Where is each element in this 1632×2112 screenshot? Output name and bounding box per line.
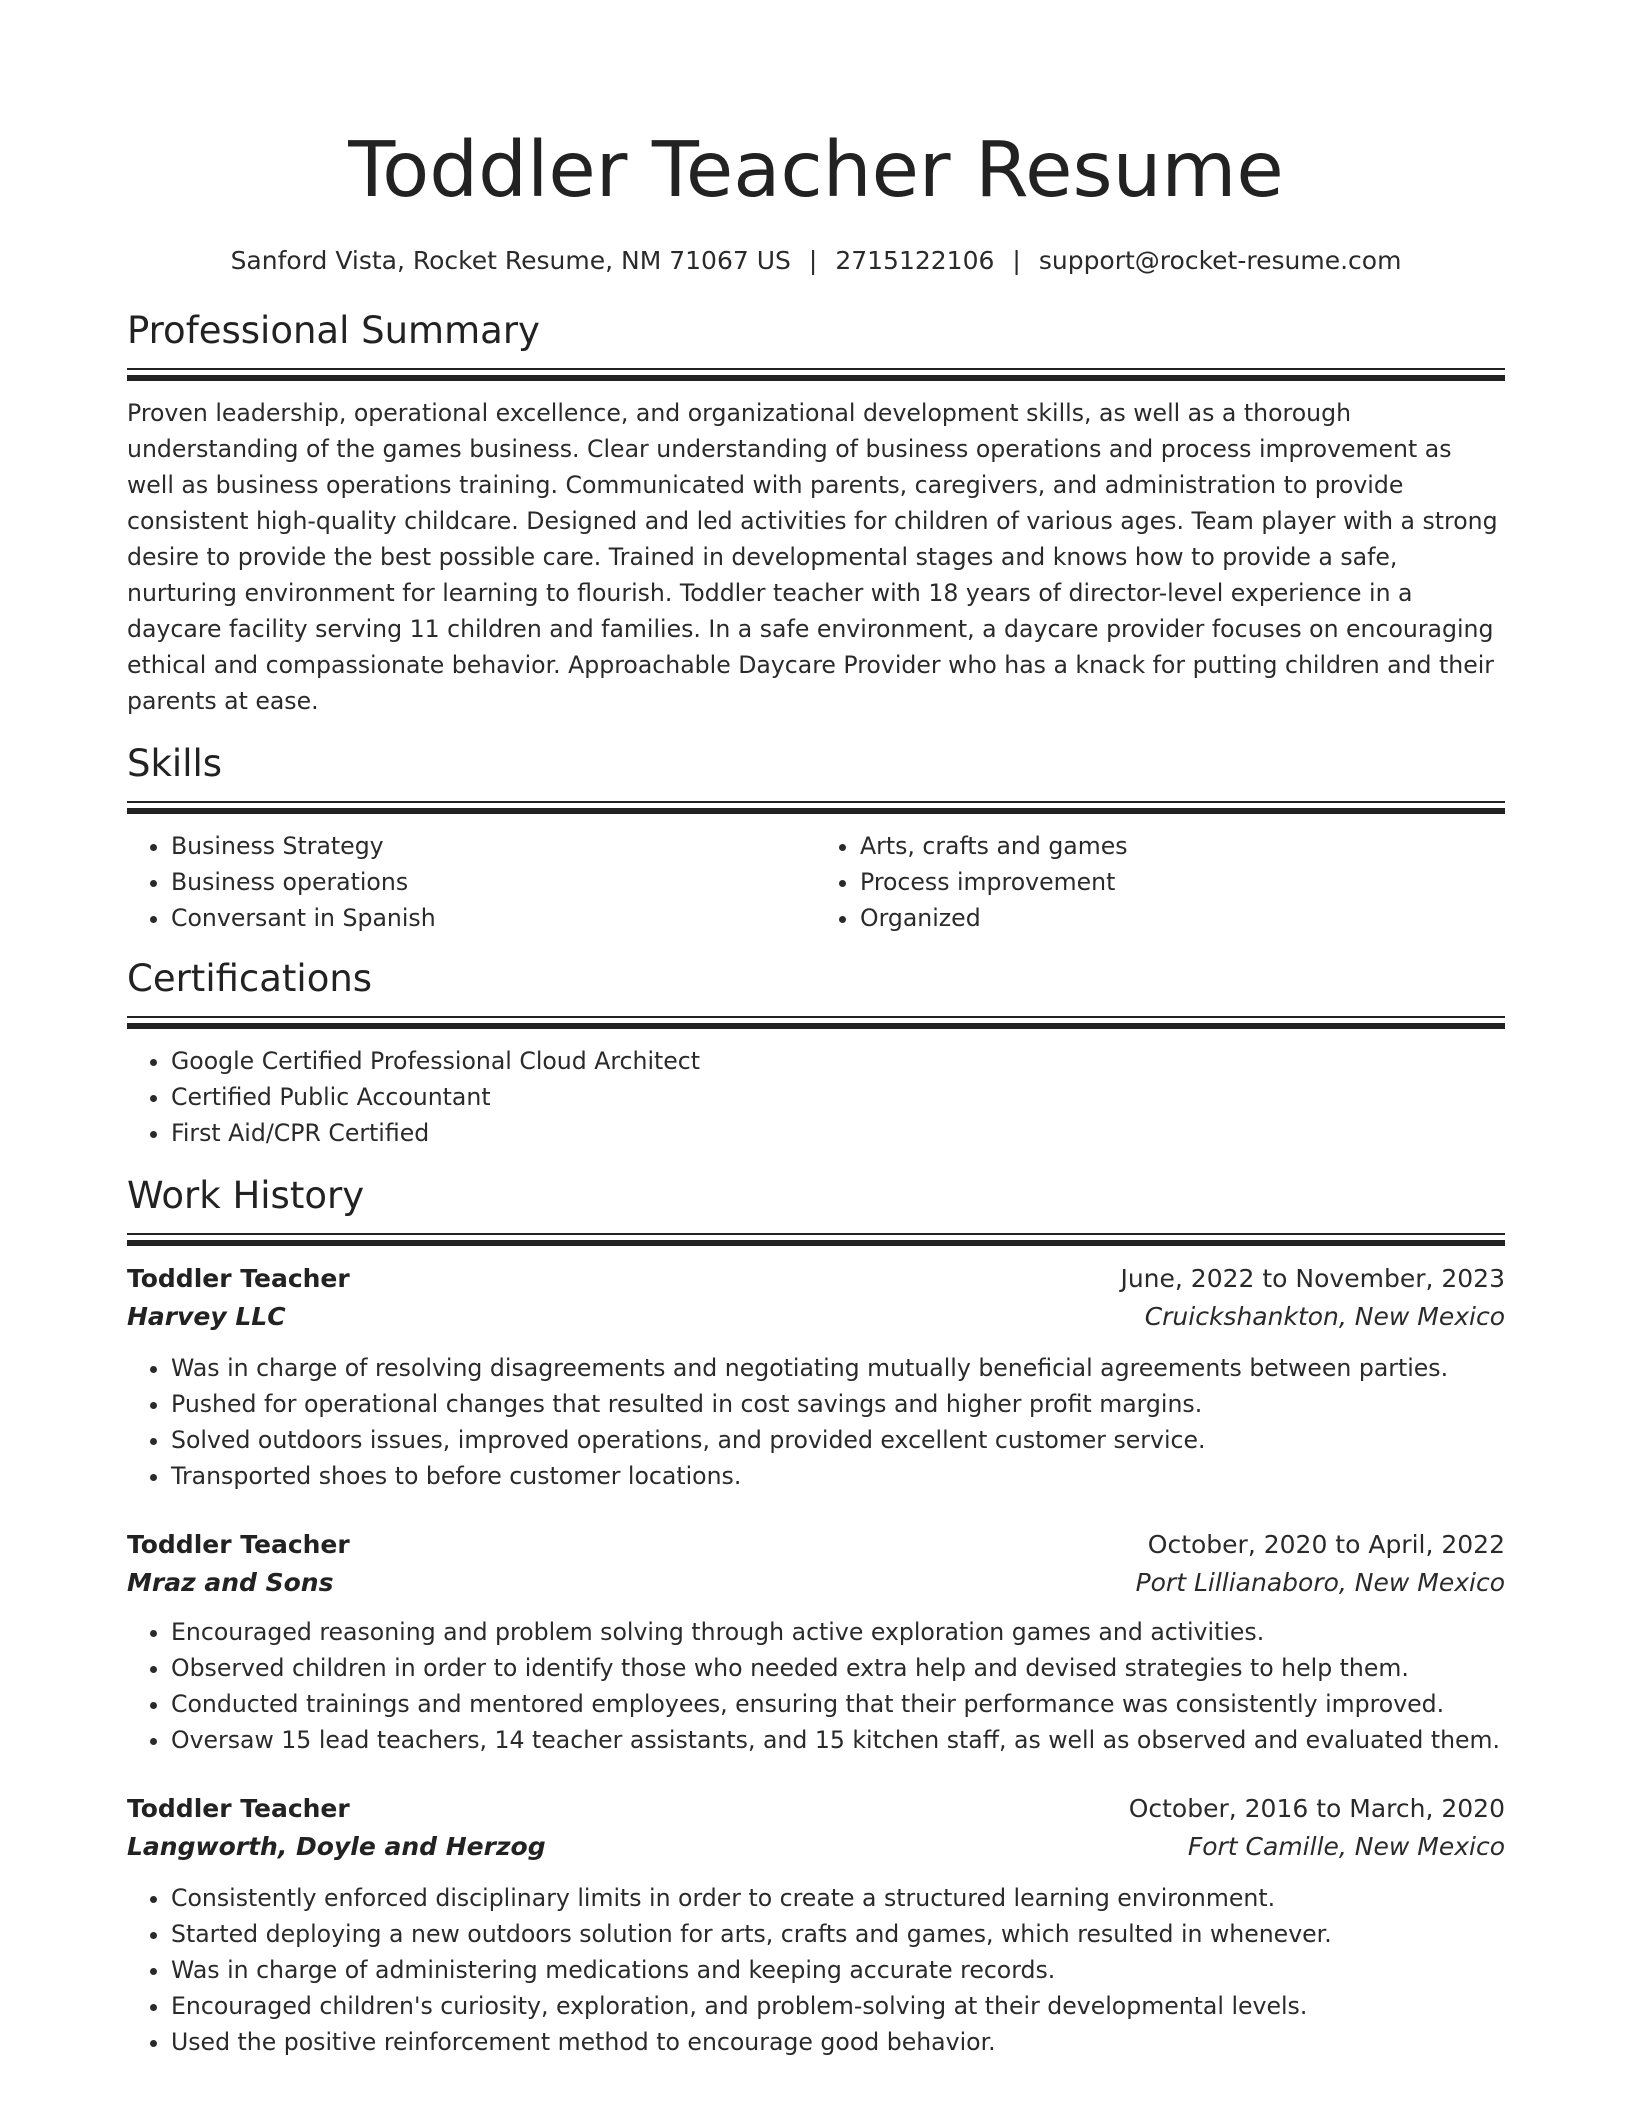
job-subheader (127, 1298, 1505, 1336)
skills-heading: Skills (127, 742, 223, 785)
section-divider (127, 1016, 1505, 1029)
skill-item: • Process improvement (860, 864, 1505, 900)
contact-separator: | (808, 246, 818, 275)
job-bullet: • Encouraged children's curiosity, exploration, and problem-solving at their developmental levels. (171, 1988, 1505, 2024)
contact-email: support@rocket-resume.com (1038, 246, 1402, 275)
job-bullet: • Used the positive reinforcement method to encourage good behavior. (171, 2024, 1505, 2060)
job-title: Toddler Teacher (127, 1530, 350, 1559)
section-divider (127, 1233, 1505, 1246)
job-bullets (127, 1614, 1505, 1758)
skills-list-right (816, 828, 1505, 936)
certifications-list (127, 1043, 1505, 1151)
work-history-section (127, 1171, 1505, 2060)
job-header (127, 1526, 1505, 1564)
job-header (127, 1260, 1505, 1298)
job-bullet: • Solved outdoors issues, improved operations, and provided excellent customer service. (171, 1422, 1505, 1458)
job-subheader (127, 1564, 1505, 1602)
job-bullet: • Conducted trainings and mentored employees, ensuring that their performance was consistently improved. (171, 1686, 1505, 1722)
section-divider (127, 368, 1505, 381)
job-bullet: • Was in charge of administering medications and keeping accurate records. (171, 1952, 1505, 1988)
job-bullets (127, 1880, 1505, 2060)
skill-item: • Organized (860, 900, 1505, 936)
job-bullet: • Oversaw 15 lead teachers, 14 teacher assistants, and 15 kitchen staff, as well as observed and evaluated them. (171, 1722, 1505, 1758)
certification-item: • Certified Public Accountant (171, 1079, 1505, 1115)
job-company: Mraz and Sons (127, 1568, 334, 1597)
skill-item: • Conversant in Spanish (171, 900, 816, 936)
job-company: Harvey LLC (127, 1302, 286, 1331)
summary-section (127, 306, 1505, 719)
job-location: Port Lillianaboro, New Mexico (1135, 1568, 1505, 1597)
skill-item: • Business Strategy (171, 828, 816, 864)
job-bullet: • Was in charge of resolving disagreements and negotiating mutually beneficial agreements between parties. (171, 1350, 1505, 1386)
skill-item: • Arts, crafts and games (860, 828, 1505, 864)
job-bullet: • Pushed for operational changes that resulted in cost savings and higher profit margins. (171, 1386, 1505, 1422)
contact-address: Sanford Vista, Rocket Resume, NM 71067 US (230, 246, 791, 275)
job-title: Toddler Teacher (127, 1794, 350, 1823)
summary-text: Proven leadership, operational excellence, and organizational development skills, as well as a thorough understanding of the games business. Clear understanding of business operations and process improvement as well as business operations training. Communicated with parents, caregivers, and administration to provide consistent high-quality childcare. Designed and led activities for children of various ages. Team player with a strong desire to provide the best possible care. Trained in developmental stages and knows how to provide a safe, nurturing environment for learning to flourish. Toddler teacher with 18 years of director-level experience in a daycare facility serving 11 children and families. In a safe environment, a daycare provider focuses on encouraging ethical and compassionate behavior. Approachable Daycare Provider who has a knack for putting children and their parents at ease. (127, 399, 1498, 715)
skills-column-left (127, 828, 816, 936)
job-bullet: • Started deploying a new outdoors solution for arts, crafts and games, which resulted in whenever. (171, 1916, 1505, 1952)
job-location: Fort Camille, New Mexico (1187, 1832, 1505, 1861)
certifications-section (127, 954, 1505, 1151)
job-bullet: • Observed children in order to identify those who needed extra help and devised strategies to help them. (171, 1650, 1505, 1686)
skills-list-left (127, 828, 816, 936)
certification-item: • Google Certified Professional Cloud Architect (171, 1043, 1505, 1079)
job-dates: June, 2022 to November, 2023 (1120, 1264, 1505, 1293)
resume-title: Toddler Teacher Resume (348, 126, 1284, 215)
job-bullets (127, 1350, 1505, 1494)
certification-item: • First Aid/CPR Certified (171, 1115, 1505, 1151)
job-dates: October, 2016 to March, 2020 (1128, 1794, 1505, 1823)
summary-heading: Professional Summary (127, 309, 540, 352)
job-bullet: • Consistently enforced disciplinary limits in order to create a structured learning environment. (171, 1880, 1505, 1916)
job-title: Toddler Teacher (127, 1264, 350, 1293)
job-entry (127, 1790, 1505, 2060)
job-header (127, 1790, 1505, 1828)
skill-item: • Business operations (171, 864, 816, 900)
contact-phone: 2715122106 (835, 246, 995, 275)
contact-line (127, 244, 1505, 278)
job-location: Cruickshankton, New Mexico (1144, 1302, 1505, 1331)
job-entry (127, 1260, 1505, 1494)
job-dates: October, 2020 to April, 2022 (1147, 1530, 1505, 1559)
certifications-heading: Certifications (127, 957, 373, 1000)
job-entry (127, 1526, 1505, 1758)
skills-column-right (816, 828, 1505, 936)
job-bullet: • Encouraged reasoning and problem solving through active exploration games and activities. (171, 1614, 1505, 1650)
work-history-heading: Work History (127, 1174, 365, 1217)
contact-separator: | (1012, 246, 1021, 275)
section-divider (127, 801, 1505, 814)
job-company: Langworth, Doyle and Herzog (127, 1832, 546, 1861)
skills-grid (127, 828, 1505, 936)
skills-section (127, 739, 1505, 936)
job-subheader (127, 1828, 1505, 1866)
job-bullet: • Transported shoes to before customer locations. (171, 1458, 1505, 1494)
